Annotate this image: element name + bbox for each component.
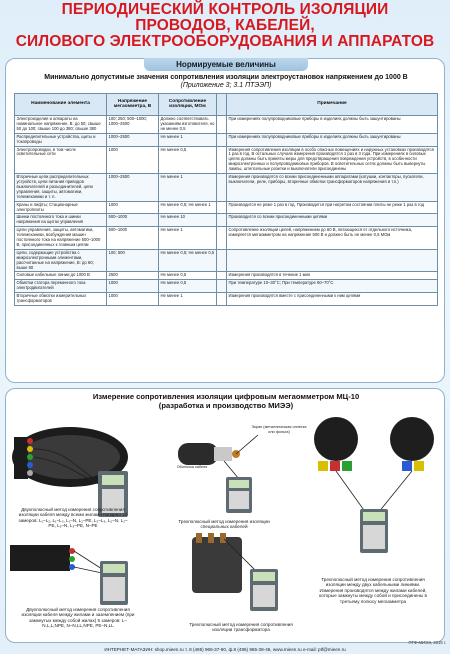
norms-subtitle: Минимально допустимые значения сопротивления изоляции электроустановок напряжением до 1000 В (44, 74, 408, 81)
col-resistance: Сопротивление изоляции, МОм (159, 94, 217, 116)
cell-note: Производится со всеми присоединенными цепями (227, 214, 438, 227)
cell-voltage: 500–1000 (107, 227, 159, 250)
cell-element: Электроизделия и аппараты на номинальное напряжение, В: до 50; свыше 50 до 100; свыше 100 до 380; свыше 380 (15, 116, 107, 134)
cell-resistance: Не менее 0,5 (159, 272, 217, 280)
norms-table-row (15, 249, 438, 272)
norms-reference: (Приложение 3; 3.1 ПТЭЭП) (180, 82, 272, 89)
caption-two-lines: Трехполюсный метод измерения сопротивления изоляции между двух кабельными линиями. Измерения производятся между жилами кабелей, которые замкнуты между собой и присоединены в третьему полюсу мегаомметра (319, 577, 427, 604)
cell-resistance: Не менее 1 (159, 227, 217, 250)
cell-resistance: Не менее 0,5; Не менее 1 (159, 201, 217, 214)
cell-resistance: Не менее 0,5; Не менее 0,5 (159, 249, 217, 272)
cell-note: Измерения сопротивления изоляции в особо опасных помещениях и наружных установках производятся 1 раз в год. В остальных случаях измерения производятся 1 раз в 3 года. При измерениях в силовых цепях должны быть приняты меры для предотвращения повреждения устройств, в особенности микроэлектронных и полупроводниковых приборов. В осветительных сетях должны быть вывернуты лампы, штепсельные розетки и выключатели присоединены (227, 146, 438, 174)
cell-voltage: 1000 (107, 201, 159, 214)
cell-voltage: 500–1000 (107, 214, 159, 227)
norms-heading: Нормируемые величины (144, 58, 308, 71)
cell-voltage: 100; 500 (107, 249, 159, 272)
caption-transformer: Трехполюсный метод измерения сопротивления изоляции трансформатора (189, 622, 293, 633)
cell-element: Вторичные обмотки измерительных трансформаторов (15, 293, 107, 306)
cell-resistance: Не менее 10 (159, 214, 217, 227)
cell-element: Шинки постоянного тока и шинки напряжения на щитах управления (15, 214, 107, 227)
cell-resistance: Не менее 1 (159, 133, 217, 146)
cell-voltage: 100; 250; 500–1000; 1000–2500 (107, 116, 159, 134)
cell-note: При измерениях полупроводниковые приборы в изделиях должны быть зашунтированы (227, 133, 438, 146)
cell-resistance: Не менее 0,5 (159, 146, 217, 174)
cell-note: При измерениях полупроводниковые приборы в изделиях должны быть зашунтированы (227, 116, 438, 134)
cell-voltage: 1000–2500 (107, 174, 159, 202)
title-line-1: ПЕРИОДИЧЕСКИЙ КОНТРОЛЬ ИЗОЛЯЦИИ (61, 1, 389, 18)
measurement-panel (5, 388, 445, 643)
row-spacer (217, 272, 227, 280)
title-line-2: ПРОВОДОВ, КАБЕЛЕЙ, (135, 17, 315, 34)
cell-element: Вторичные цепи распределительных устройств, цепи питания приводов выключателей и разъединителей, цепи управления, защиты, автоматики, телемеханики и т. п. (15, 174, 107, 202)
norms-table-row (15, 201, 438, 214)
norms-table-row (15, 272, 438, 280)
cell-element: Распределительные устройства, щиты и токопроводы (15, 133, 107, 146)
cell-note: Измерения производятся вместе с присоединенными к ним цепями (227, 293, 438, 306)
measurement-title-line-1: Измерение сопротивления изоляции цифровым мегаомметром МЦ-10 (92, 392, 360, 401)
transformer-diagram (184, 529, 294, 619)
caption-special-cable: Трехполюсный метод измерения изоляции специальных кабелей (178, 519, 270, 530)
cell-resistance: Должно соответствовать указаниям изготовителя, но не менее 0,5 (159, 116, 217, 134)
cell-voltage: 1000 (107, 146, 159, 174)
measurement-title (6, 392, 446, 410)
cell-note: Измерения производятся в течение 1 мин (227, 272, 438, 280)
row-spacer (217, 116, 227, 134)
norms-table-row (15, 280, 438, 293)
row-spacer (217, 201, 227, 214)
cell-note (227, 249, 438, 272)
norms-table-row (15, 214, 438, 227)
caption-ground: Двухполюсный метод измерения сопротивления изоляции кабеля между жилами и заземлением (при замкнутых между собой жилах) 5 замеров: L–N,L,L,NPE, N–N,LL,NPE, PE–N,LL (21, 607, 135, 629)
cell-voltage: 1000–2500 (107, 133, 159, 146)
col-note: Примечание (227, 94, 438, 116)
cell-element: Силовые кабельные линии до 1000 В (15, 272, 107, 280)
cell-element: Электропроводки, в том числе осветительные сети (15, 146, 107, 174)
row-spacer (217, 214, 227, 227)
cell-note: При температуре 10–30°С; При температуре 60–70°С (227, 280, 438, 293)
norms-table-row (15, 174, 438, 202)
norms-table-row (15, 293, 438, 306)
row-spacer (217, 146, 227, 174)
norms-table-row (15, 227, 438, 250)
norms-table (14, 93, 438, 306)
cell-resistance: Не менее 0,5 (159, 280, 217, 293)
norms-table-header (15, 94, 438, 116)
cell-voltage: 2500 (107, 272, 159, 280)
col-spacer (217, 94, 227, 116)
caption-two-pole-pairwise: Двухполюсный метод измерения сопротивления изоляции кабеля между всеми жилами попарно 10 замеров: L₁–L₂, L₁–L₃, L₁–N, L₁–PE, L₂–L₃, L₂–N, L₂–PE, L₃–N, L₃–PE, N–PE (18, 507, 128, 529)
label-screen: Экран (металлическая оплетка или фольга) (251, 425, 307, 435)
poster-title (0, 2, 450, 50)
cell-element: Обмотки статора переменного тока электродвигателей (15, 280, 107, 293)
cell-element: Цепи, содержащие устройства с микроэлектронными элементами, рассчитанные на напряжение, В: до 60; выше 60 (15, 249, 107, 272)
cell-note: Производится не реже 1 раз в год. Производится при нагретом состоянии плиты не реже 1 раз в год (227, 201, 438, 214)
row-spacer (217, 133, 227, 146)
row-spacer (217, 293, 227, 306)
row-spacer (217, 174, 227, 202)
norms-table-row (15, 133, 438, 146)
two-cable-lines-diagram (306, 413, 444, 573)
cell-note: Сопротивление изоляции цепей, напряжением до 60 В, питающихся от отдельного источника, измеряется мегаомметром на напряжение 500 В и должно быть не менее 0,5 МОм (227, 227, 438, 250)
title-line-3: СИЛОВОГО ЭЛЕКТРООБОРУДОВАНИЯ И АППАРАТОВ (15, 33, 435, 50)
norms-panel (5, 58, 445, 383)
col-element: Наименование элемента (15, 94, 107, 116)
cell-element: Цепи управления, защиты, автоматики, телемеханики, возбуждения машин постоянного тока на напряжение 500–1000 В, присоединенных к главным цепям (15, 227, 107, 250)
cell-resistance: Не менее 1 (159, 174, 217, 202)
footer: ИНТЕРНЕТ-МАГАЗИН: shop.mieen.ru т. 8 (495) 965-37-90, ф.8 (495) 965-38-46, www.mieen.ru e-mail: ptf@mieen.ru (104, 647, 346, 652)
label-sheath: Оболочка кабеля (176, 465, 208, 469)
cell-resistance: Не менее 1 (159, 293, 217, 306)
row-spacer (217, 280, 227, 293)
cell-voltage: 1000 (107, 280, 159, 293)
col-voltage: Напряжение мегаомметра, В (107, 94, 159, 116)
norms-table-body (15, 116, 438, 306)
cell-voltage: 1000 (107, 293, 159, 306)
cell-element: Краны и лифты; Стационарные электроплиты (15, 201, 107, 214)
publisher: ПТФ-МИЭЭ, 2015 г. (408, 640, 446, 645)
measurement-title-line-2: (разработка и производство МИЭЭ) (158, 401, 294, 410)
norms-table-row (15, 146, 438, 174)
row-spacer (217, 227, 227, 250)
norms-table-row (15, 116, 438, 134)
row-spacer (217, 249, 227, 272)
cell-note: Измерения производятся со всеми присоединенными аппаратами (катушки, контакторы, пускатели, выключатели, реле, приборы, вторичные обмотки трансформаторов напряжения и т.п.) (227, 174, 438, 202)
cable-ground-diagram (10, 529, 160, 609)
